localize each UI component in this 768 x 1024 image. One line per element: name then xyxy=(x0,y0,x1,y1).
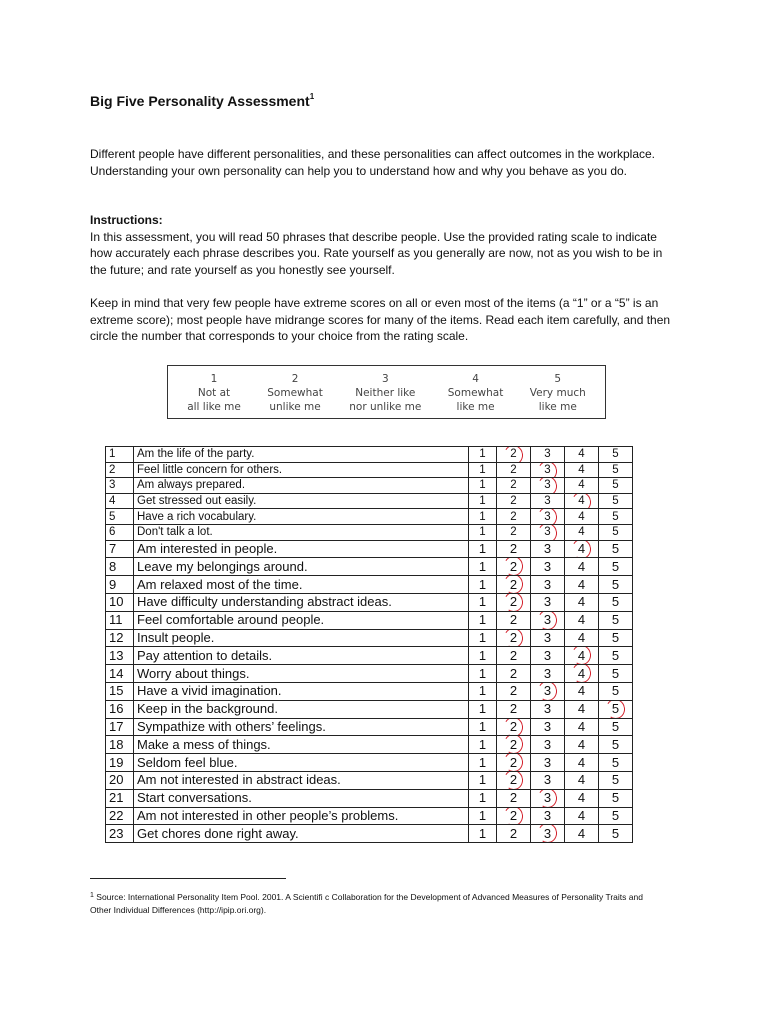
rating-option[interactable]: 1 xyxy=(469,754,497,772)
scale-item xyxy=(187,372,241,418)
scale-label: Somewhat like me xyxy=(447,387,504,413)
rating-option-circled[interactable]: 2 xyxy=(497,771,531,789)
item-text: Make a mess of things. xyxy=(134,736,469,754)
scale-number: 5 xyxy=(554,373,562,385)
rating-option[interactable]: 5 xyxy=(599,611,633,629)
item-number: 6 xyxy=(106,524,134,540)
rating-option[interactable]: 1 xyxy=(469,629,497,647)
page-title xyxy=(90,92,314,109)
rating-option-circled[interactable]: 2 xyxy=(497,576,531,594)
rating-option[interactable]: 5 xyxy=(599,718,633,736)
item-number: 4 xyxy=(106,493,134,509)
item-text: Start conversations. xyxy=(134,789,469,807)
item-number: 19 xyxy=(106,754,134,772)
scale-number: 4 xyxy=(472,373,479,385)
item-text: Feel little concern for others. xyxy=(134,462,469,478)
table-row xyxy=(106,825,633,843)
item-text: Have difficulty understanding abstract ideas. xyxy=(134,593,469,611)
rating-option[interactable]: 5 xyxy=(599,540,633,558)
table-row xyxy=(106,524,633,540)
table-row xyxy=(106,493,633,509)
rating-option-circled[interactable]: 3 xyxy=(531,682,565,700)
item-number: 15 xyxy=(106,682,134,700)
title-text: Big Five Personality Assessment xyxy=(90,93,310,109)
rating-option[interactable]: 2 xyxy=(497,611,531,629)
rating-option[interactable]: 5 xyxy=(599,593,633,611)
rating-option[interactable]: 5 xyxy=(599,647,633,665)
scale-number: 1 xyxy=(210,373,218,385)
item-number: 9 xyxy=(106,576,134,594)
rating-option[interactable]: 1 xyxy=(469,593,497,611)
item-text: Get stressed out easily. xyxy=(134,493,469,509)
rating-option[interactable]: 4 xyxy=(565,524,599,540)
rating-option-circled[interactable]: 3 xyxy=(531,478,565,494)
scale-label: Not at all like me xyxy=(187,387,241,413)
rating-option[interactable]: 1 xyxy=(469,825,497,843)
rating-option[interactable]: 5 xyxy=(599,807,633,825)
rating-option[interactable]: 4 xyxy=(565,682,599,700)
rating-option[interactable]: 4 xyxy=(565,509,599,525)
table-row xyxy=(106,462,633,478)
item-text: Am relaxed most of the time. xyxy=(134,576,469,594)
rating-option-circled[interactable]: 4 xyxy=(565,665,599,683)
rating-option[interactable]: 3 xyxy=(531,718,565,736)
rating-option-circled[interactable]: 2 xyxy=(497,593,531,611)
item-text: Am the life of the party. xyxy=(134,447,469,463)
rating-option-circled[interactable]: 2 xyxy=(497,629,531,647)
rating-scale-box xyxy=(167,365,606,419)
table-row xyxy=(106,478,633,494)
title-footnote-mark: 1 xyxy=(309,92,315,101)
item-text: Don't talk a lot. xyxy=(134,524,469,540)
item-text: Have a rich vocabulary. xyxy=(134,509,469,525)
rating-option[interactable]: 3 xyxy=(531,736,565,754)
intro-paragraph: Different people have different personalities, and these personalities can affect outcomes in the workplace. Understanding your own personality can help you to understand how and why you behave as you do. xyxy=(90,147,656,178)
rating-option-circled[interactable]: 3 xyxy=(531,509,565,525)
table-row xyxy=(106,447,633,463)
rating-option[interactable]: 3 xyxy=(531,447,565,463)
rating-option[interactable]: 4 xyxy=(565,558,599,576)
scale-label: Somewhat unlike me xyxy=(267,387,323,413)
rating-option[interactable]: 5 xyxy=(599,754,633,772)
table-row xyxy=(106,509,633,525)
rating-option[interactable]: 4 xyxy=(565,718,599,736)
item-number: 18 xyxy=(106,736,134,754)
rating-option[interactable]: 5 xyxy=(599,682,633,700)
rating-option[interactable]: 1 xyxy=(469,682,497,700)
rating-option[interactable]: 1 xyxy=(469,736,497,754)
item-number: 14 xyxy=(106,665,134,683)
rating-option[interactable]: 1 xyxy=(469,647,497,665)
rating-option-circled[interactable]: 4 xyxy=(565,647,599,665)
rating-option[interactable]: 3 xyxy=(531,754,565,772)
rating-option[interactable]: 4 xyxy=(565,576,599,594)
item-number: 11 xyxy=(106,611,134,629)
rating-option-circled[interactable]: 3 xyxy=(531,462,565,478)
rating-option-circled[interactable]: 5 xyxy=(599,700,633,718)
rating-option[interactable]: 5 xyxy=(599,665,633,683)
rating-option[interactable]: 4 xyxy=(565,629,599,647)
scale-item xyxy=(448,372,504,418)
item-number: 22 xyxy=(106,807,134,825)
footnote xyxy=(90,889,650,917)
rating-option[interactable]: 2 xyxy=(497,540,531,558)
table-row xyxy=(106,665,633,683)
rating-option[interactable]: 4 xyxy=(565,700,599,718)
rating-option[interactable]: 1 xyxy=(469,447,497,463)
rating-option[interactable]: 2 xyxy=(497,524,531,540)
rating-option[interactable]: 4 xyxy=(565,462,599,478)
scale-item xyxy=(267,372,323,418)
scale-label: Neither like nor unlike me xyxy=(349,387,422,413)
rating-option[interactable]: 1 xyxy=(469,807,497,825)
table-row xyxy=(106,629,633,647)
rating-option[interactable]: 5 xyxy=(599,736,633,754)
rating-option[interactable]: 3 xyxy=(531,629,565,647)
instructions-heading: Instructions: xyxy=(90,213,163,227)
assessment-table xyxy=(105,446,633,843)
table-row xyxy=(106,682,633,700)
item-text: Pay attention to details. xyxy=(134,647,469,665)
rating-option[interactable]: 1 xyxy=(469,493,497,509)
rating-option[interactable]: 2 xyxy=(497,647,531,665)
rating-option[interactable]: 2 xyxy=(497,478,531,494)
rating-option[interactable]: 4 xyxy=(565,593,599,611)
rating-option[interactable]: 2 xyxy=(497,700,531,718)
table-row xyxy=(106,593,633,611)
rating-option[interactable]: 1 xyxy=(469,576,497,594)
footnote-rule xyxy=(90,878,286,879)
rating-option[interactable]: 1 xyxy=(469,540,497,558)
table-row xyxy=(106,558,633,576)
item-text: Seldom feel blue. xyxy=(134,754,469,772)
item-text: Sympathize with others’ feelings. xyxy=(134,718,469,736)
rating-option[interactable]: 2 xyxy=(497,682,531,700)
table-row xyxy=(106,807,633,825)
item-number: 21 xyxy=(106,789,134,807)
rating-option[interactable]: 1 xyxy=(469,611,497,629)
item-text: Keep in the background. xyxy=(134,700,469,718)
item-number: 7 xyxy=(106,540,134,558)
table-row xyxy=(106,736,633,754)
rating-option[interactable]: 3 xyxy=(531,593,565,611)
rating-option-circled[interactable]: 2 xyxy=(497,754,531,772)
rating-option[interactable]: 4 xyxy=(565,789,599,807)
rating-option-circled[interactable]: 2 xyxy=(497,807,531,825)
table-row xyxy=(106,718,633,736)
rating-option[interactable]: 5 xyxy=(599,478,633,494)
footnote-text: Source: International Personality Item Pool. 2001. A Scientifi c Collaboration for the Development of Advanced Measures of Personality Traits and Other Individual Differences (http://ipip.ori.org). xyxy=(90,892,643,915)
rating-option[interactable]: 3 xyxy=(531,647,565,665)
item-number: 13 xyxy=(106,647,134,665)
rating-option[interactable]: 2 xyxy=(497,462,531,478)
rating-option-circled[interactable]: 4 xyxy=(565,540,599,558)
scale-label: Very much like me xyxy=(529,387,586,413)
item-text: Leave my belongings around. xyxy=(134,558,469,576)
rating-option[interactable]: 4 xyxy=(565,754,599,772)
item-number: 2 xyxy=(106,462,134,478)
rating-option[interactable]: 1 xyxy=(469,771,497,789)
table-row xyxy=(106,789,633,807)
rating-option[interactable]: 1 xyxy=(469,700,497,718)
rating-option[interactable]: 1 xyxy=(469,789,497,807)
table-row xyxy=(106,611,633,629)
rating-option-circled[interactable]: 3 xyxy=(531,825,565,843)
rating-option[interactable]: 5 xyxy=(599,629,633,647)
rating-option[interactable]: 5 xyxy=(599,493,633,509)
rating-option[interactable]: 3 xyxy=(531,807,565,825)
rating-option-circled[interactable]: 3 xyxy=(531,524,565,540)
rating-option-circled[interactable]: 3 xyxy=(531,789,565,807)
item-text: Insult people. xyxy=(134,629,469,647)
rating-option[interactable]: 4 xyxy=(565,825,599,843)
instructions-block xyxy=(90,212,680,278)
item-text: Get chores done right away. xyxy=(134,825,469,843)
rating-option-circled[interactable]: 3 xyxy=(531,611,565,629)
table-row xyxy=(106,700,633,718)
rating-option-circled[interactable]: 2 xyxy=(497,718,531,736)
rating-option[interactable]: 4 xyxy=(565,736,599,754)
rating-option[interactable]: 2 xyxy=(497,789,531,807)
rating-option[interactable]: 4 xyxy=(565,478,599,494)
rating-option[interactable]: 5 xyxy=(599,462,633,478)
table-row xyxy=(106,540,633,558)
rating-option[interactable]: 2 xyxy=(497,509,531,525)
rating-option[interactable]: 5 xyxy=(599,509,633,525)
rating-option[interactable]: 4 xyxy=(565,611,599,629)
item-text: Have a vivid imagination. xyxy=(134,682,469,700)
item-text: Worry about things. xyxy=(134,665,469,683)
rating-option-circled[interactable]: 2 xyxy=(497,736,531,754)
rating-option[interactable]: 4 xyxy=(565,447,599,463)
rating-option-circled[interactable]: 4 xyxy=(565,493,599,509)
table-row xyxy=(106,647,633,665)
rating-option[interactable]: 2 xyxy=(497,665,531,683)
item-number: 3 xyxy=(106,478,134,494)
keep-in-mind-paragraph: Keep in mind that very few people have extreme scores on all or even most of the items (a “1” or a “5” is an extreme score); most people have midrange scores for many of the items. Read each item carefully, and then circle the number that corresponds to your choice from the rating scale. xyxy=(90,296,671,343)
item-text: Am not interested in other people’s problems. xyxy=(134,807,469,825)
rating-option[interactable]: 2 xyxy=(497,825,531,843)
item-number: 16 xyxy=(106,700,134,718)
rating-option[interactable]: 3 xyxy=(531,700,565,718)
rating-option[interactable]: 5 xyxy=(599,576,633,594)
rating-option[interactable]: 3 xyxy=(531,540,565,558)
item-number: 17 xyxy=(106,718,134,736)
rating-option[interactable]: 1 xyxy=(469,558,497,576)
instructions-text: In this assessment, you will read 50 phrases that describe people. Use the provided rating scale to indicate how accurately each phrase describes you. Rate yourself as you generally are now, not as you wish to be in the future; and rate yourself as you honestly see yourself. xyxy=(90,229,663,277)
rating-option[interactable]: 3 xyxy=(531,493,565,509)
item-text: Am not interested in abstract ideas. xyxy=(134,771,469,789)
rating-option-circled[interactable]: 2 xyxy=(497,447,531,463)
rating-option[interactable]: 2 xyxy=(497,493,531,509)
rating-option[interactable]: 5 xyxy=(599,789,633,807)
rating-option[interactable]: 1 xyxy=(469,462,497,478)
table-row xyxy=(106,771,633,789)
scale-item xyxy=(530,372,586,418)
table-row xyxy=(106,576,633,594)
item-number: 12 xyxy=(106,629,134,647)
rating-option[interactable]: 5 xyxy=(599,825,633,843)
item-number: 8 xyxy=(106,558,134,576)
scale-number: 3 xyxy=(381,373,389,385)
rating-option[interactable]: 1 xyxy=(469,665,497,683)
item-number: 23 xyxy=(106,825,134,843)
rating-option[interactable]: 1 xyxy=(469,718,497,736)
footnote-mark: 1 xyxy=(90,892,94,899)
rating-option[interactable]: 5 xyxy=(599,524,633,540)
rating-option[interactable]: 5 xyxy=(599,771,633,789)
rating-option[interactable]: 1 xyxy=(469,524,497,540)
rating-option[interactable]: 4 xyxy=(565,771,599,789)
rating-option[interactable]: 3 xyxy=(531,665,565,683)
rating-option[interactable]: 3 xyxy=(531,558,565,576)
item-text: Feel comfortable around people. xyxy=(134,611,469,629)
table-row xyxy=(106,754,633,772)
scale-item xyxy=(349,372,421,418)
item-text: Am interested in people. xyxy=(134,540,469,558)
rating-option-circled[interactable]: 2 xyxy=(497,558,531,576)
rating-option[interactable]: 3 xyxy=(531,771,565,789)
item-number: 5 xyxy=(106,509,134,525)
scale-number: 2 xyxy=(291,373,299,385)
rating-option[interactable]: 1 xyxy=(469,509,497,525)
item-text: Am always prepared. xyxy=(134,478,469,494)
item-number: 20 xyxy=(106,771,134,789)
rating-option[interactable]: 5 xyxy=(599,558,633,576)
rating-option[interactable]: 3 xyxy=(531,576,565,594)
rating-option[interactable]: 1 xyxy=(469,478,497,494)
rating-option[interactable]: 5 xyxy=(599,447,633,463)
item-number: 1 xyxy=(106,447,134,463)
item-number: 10 xyxy=(106,593,134,611)
rating-option[interactable]: 4 xyxy=(565,807,599,825)
